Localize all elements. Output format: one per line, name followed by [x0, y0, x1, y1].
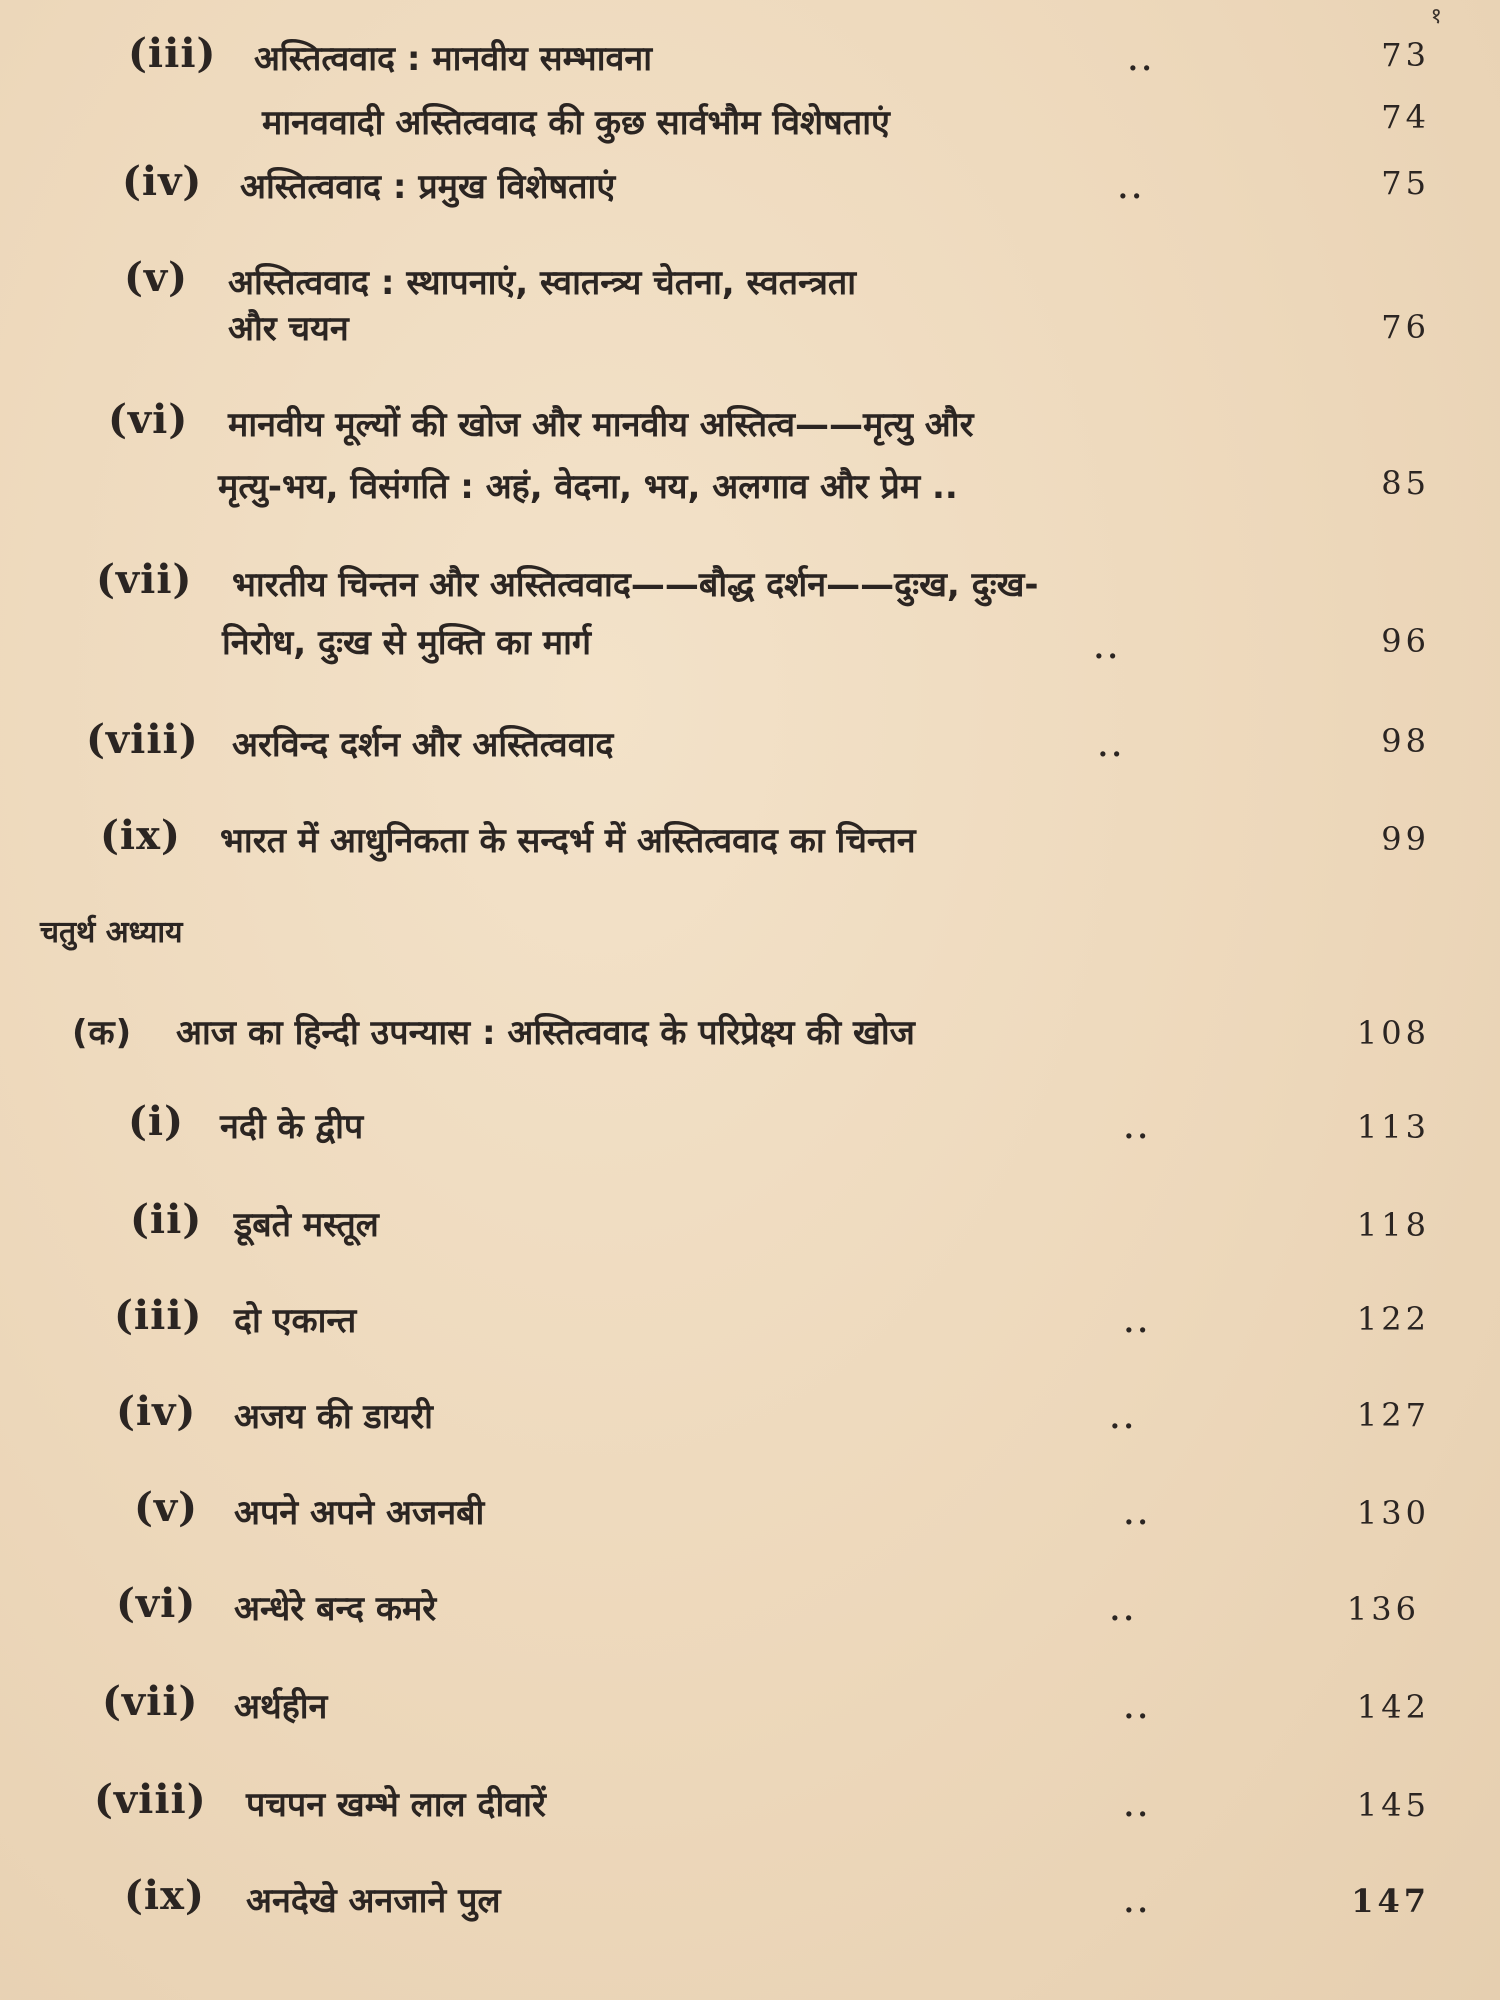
page-number: 130 — [1356, 1494, 1430, 1532]
entry-number: (ii) — [130, 1196, 203, 1243]
entry-number: (vii) — [102, 1678, 199, 1725]
leader-dots: .. — [1118, 172, 1146, 205]
leader-dots: .. — [1110, 1594, 1138, 1627]
entry-number: (viii) — [94, 1776, 207, 1823]
toc-entry — [0, 1388, 1500, 1448]
entry-title: अर्थहीन — [234, 1687, 328, 1727]
entry-title: मानवीय मूल्यों की खोज और मानवीय अस्तित्व——मृत्यु और — [228, 405, 974, 445]
toc-entry — [0, 94, 1500, 154]
leader-dots: .. — [1124, 1692, 1152, 1725]
toc-entry — [0, 812, 1500, 872]
page-number: 96 — [1381, 622, 1430, 660]
toc-entry — [0, 254, 1500, 349]
entry-title: अजय की डायरी — [234, 1397, 433, 1437]
entry-title: मानववादी अस्तित्ववाद की कुछ सार्वभौम विशेषताएं — [262, 103, 890, 143]
toc-entry — [0, 716, 1500, 776]
page-number: 122 — [1356, 1300, 1430, 1338]
entry-number: (ix) — [100, 812, 181, 859]
entry-number: (iii) — [128, 30, 217, 77]
leader-dots: .. — [1124, 1112, 1152, 1145]
entry-number: (iv) — [122, 158, 203, 205]
entry-title: अस्तित्ववाद : मानवीय सम्भावना — [254, 39, 653, 79]
entry-title: अस्तित्ववाद : स्थापनाएं, स्वातन्त्र्य चेतना, स्वतन्त्रता — [228, 263, 857, 303]
entry-number: (vi) — [116, 1580, 197, 1627]
entry-number: (viii) — [86, 716, 199, 763]
toc-entry — [0, 1196, 1500, 1256]
leader-dots: .. — [1128, 44, 1156, 77]
toc-entry — [0, 396, 1500, 506]
entry-title: अस्तित्ववाद : प्रमुख विशेषताएं — [240, 167, 616, 207]
entry-title: आज का हिन्दी उपन्यास : अस्तित्ववाद के परिप्रेक्ष्य की खोज — [176, 1013, 915, 1053]
entry-title: अन्धेरे बन्द कमरे — [234, 1589, 437, 1629]
page-number: 76 — [1381, 308, 1430, 346]
entry-title-continued: निरोध, दुःख से मुक्ति का मार्ग — [222, 623, 592, 663]
entry-number: (vii) — [96, 556, 193, 603]
toc-entry — [0, 1098, 1500, 1158]
toc-main-entry — [0, 1004, 1500, 1064]
page-number: 127 — [1356, 1396, 1430, 1434]
entry-title: नदी के द्वीप — [220, 1107, 364, 1147]
entry-number: (v) — [134, 1484, 199, 1531]
page-number: 74 — [1381, 98, 1430, 136]
entry-title: अपने अपने अजनबी — [234, 1493, 485, 1533]
leader-dots: .. — [1124, 1306, 1152, 1339]
leader-dots: .. — [1094, 632, 1122, 665]
page-number: 145 — [1356, 1786, 1430, 1824]
toc-entry — [0, 1872, 1500, 1932]
toc-entry — [0, 1678, 1500, 1738]
page-number: 75 — [1381, 164, 1430, 202]
entry-title: डूबते मस्तूल — [234, 1205, 379, 1245]
leader-dots: .. — [1124, 1886, 1152, 1919]
toc-entry — [0, 1776, 1500, 1836]
page-number: 99 — [1381, 820, 1430, 858]
entry-title: पचपन खम्भे लाल दीवारें — [246, 1785, 546, 1825]
entry-title-continued: मृत्यु-भय, विसंगति : अहं, वेदना, भय, अलगाव और प्रेम .. — [218, 467, 958, 507]
page-number: 108 — [1356, 1014, 1430, 1052]
page-number: 85 — [1381, 464, 1430, 502]
entry-title: भारत में आधुनिकता के सन्दर्भ में अस्तित्ववाद का चिन्तन — [220, 821, 916, 861]
entry-number: (v) — [124, 254, 189, 301]
entry-title: अनदेखे अनजाने पुल — [246, 1881, 501, 1921]
toc-entry — [0, 1580, 1500, 1640]
page-number: 118 — [1356, 1206, 1430, 1244]
leader-dots: .. — [1098, 730, 1126, 763]
toc-entry — [0, 30, 1500, 90]
page-number: 142 — [1356, 1688, 1430, 1726]
entry-title: दो एकान्त — [234, 1301, 357, 1341]
page-number: 147 — [1351, 1882, 1430, 1920]
entry-number: (iv) — [116, 1388, 197, 1435]
toc-entry — [0, 1484, 1500, 1544]
page-number: 73 — [1381, 36, 1430, 74]
entry-number: (क) — [72, 1013, 133, 1053]
leader-dots: .. — [1124, 1498, 1152, 1531]
entry-title: भारतीय चिन्तन और अस्तित्ववाद——बौद्ध दर्शन——दुःख, दुःख- — [232, 565, 1039, 605]
entry-number: (i) — [128, 1098, 185, 1145]
leader-dots: .. — [1110, 1402, 1138, 1435]
entry-number: (vi) — [108, 396, 189, 443]
toc-entry — [0, 158, 1500, 218]
entry-title: अरविन्द दर्शन और अस्तित्ववाद — [232, 725, 614, 765]
page-number: 136 — [1346, 1590, 1420, 1628]
toc-entry — [0, 556, 1500, 666]
corner-page-mark: १ — [1430, 4, 1442, 29]
entry-number: (ix) — [124, 1872, 205, 1919]
leader-dots: .. — [1124, 1790, 1152, 1823]
chapter-heading: चतुर्थ अध्याय — [40, 915, 183, 950]
page-number: 113 — [1356, 1108, 1430, 1146]
entry-title-continued: और चयन — [228, 309, 349, 349]
entry-number: (iii) — [114, 1292, 203, 1339]
toc-entry — [0, 1292, 1500, 1352]
page-number: 98 — [1381, 722, 1430, 760]
